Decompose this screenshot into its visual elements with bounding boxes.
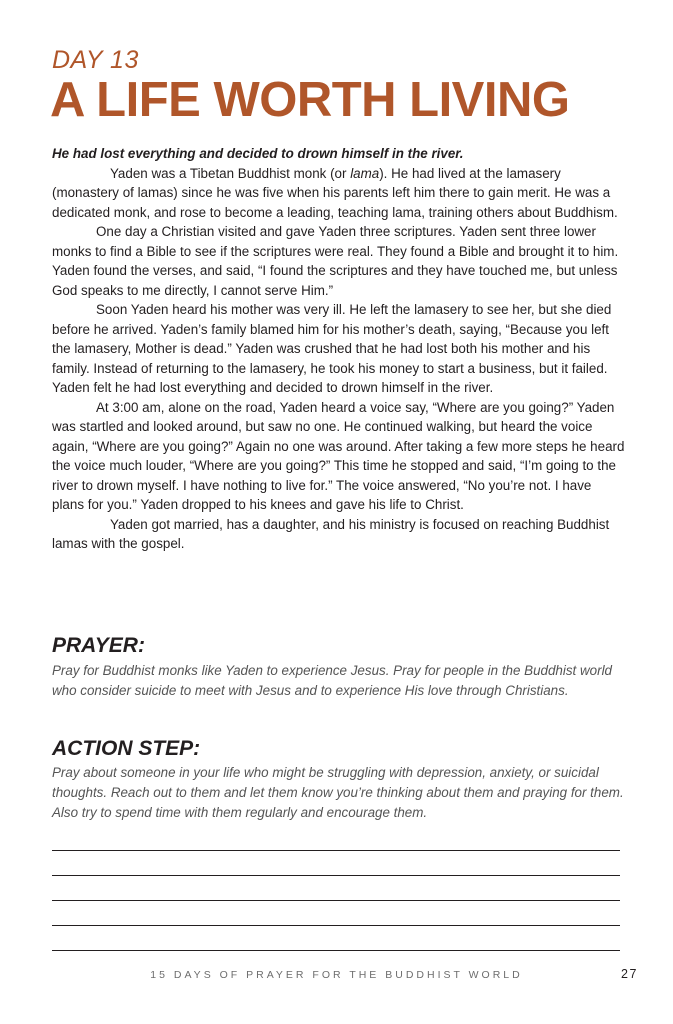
prayer-text: Pray for Buddhist monks like Yaden to experience Jesus. Pray for people in the Buddhist world who consider suicide to meet with Jesus and to experience His love through Christians.	[52, 663, 612, 698]
story-paragraph-3: Soon Yaden heard his mother was very ill. He left the lamasery to see her, but she died before he arrived. Yaden’s family blamed him for his mother’s death, saying, “Because you left the lamasery, Mother is dead.” Yaden was crushed that he had lost both his mother and his family. Instead of returning to the lamasery, he took his money to start a business, but it failed. Yaden felt he had lost everything and decided to drown himself in the river.	[52, 302, 612, 395]
page-title: A LIFE WORTH LIVING	[50, 73, 570, 127]
writing-line	[52, 875, 620, 876]
action-step-heading: ACTION STEP:	[52, 737, 201, 760]
story-paragraph-5: Yaden got married, has a daughter, and his ministry is focused on reaching Buddhist lamas with the gospel.	[52, 516, 610, 551]
page-number: 27	[621, 967, 638, 981]
story-paragraph-4: At 3:00 am, alone on the road, Yaden heard a voice say, “Where are you going?” Yaden was startled and looked around, but saw no one. He continued walking, but heard the voice again, “Where are you going?” Again no one was around. After taking a few more steps he heard the voice much louder, “Where are you going?” This time he stopped and said, “I’m going to the river to drown myself. I have nothing to live for.” The voice answered, “No you’re not. I have plans for you.” Yaden dropped to his knees and gave his life to Christ.	[52, 399, 625, 512]
writing-line	[52, 950, 620, 951]
writing-line	[52, 925, 620, 926]
story-paragraph-1-emphasis: lama	[350, 165, 380, 181]
writing-line	[52, 900, 620, 901]
writing-line	[52, 850, 620, 851]
prayer-heading: PRAYER:	[52, 634, 145, 657]
day-label: DAY 13	[52, 46, 139, 74]
story-paragraph-1	[52, 164, 627, 223]
story-body	[52, 144, 627, 554]
story-lead: He had lost everything and decided to drown himself in the river.	[52, 146, 464, 161]
story-paragraph-1-start: Yaden was a Tibetan Buddhist monk (or	[110, 165, 351, 181]
footer-book-title: 15 DAYS OF PRAYER FOR THE BUDDHIST WORLD	[150, 969, 523, 981]
story-paragraph-1-end: ). He had lived at the lamasery (monastery of lamas) since he was five when his parents left him there to gain merit. He was a dedicated monk, and rose to become a leading, teaching lama, training others about Buddhism.	[52, 165, 618, 220]
story-paragraph-2: One day a Christian visited and gave Yaden three scriptures. Yaden sent three lower monks to find a Bible to see if the scriptures were real. They found a Bible and brought it to him. Yaden found the verses, and said, “I found the scriptures and they have touched me, but unless God speaks to me directly, I cannot serve Him.”	[52, 224, 619, 298]
action-step-text: Pray about someone in your life who might be struggling with depression, anxiety, or suicidal thoughts. Reach out to them and let them know you’re thinking about them and praying for them. Also try to spend time with them regularly and encourage them.	[52, 765, 624, 820]
